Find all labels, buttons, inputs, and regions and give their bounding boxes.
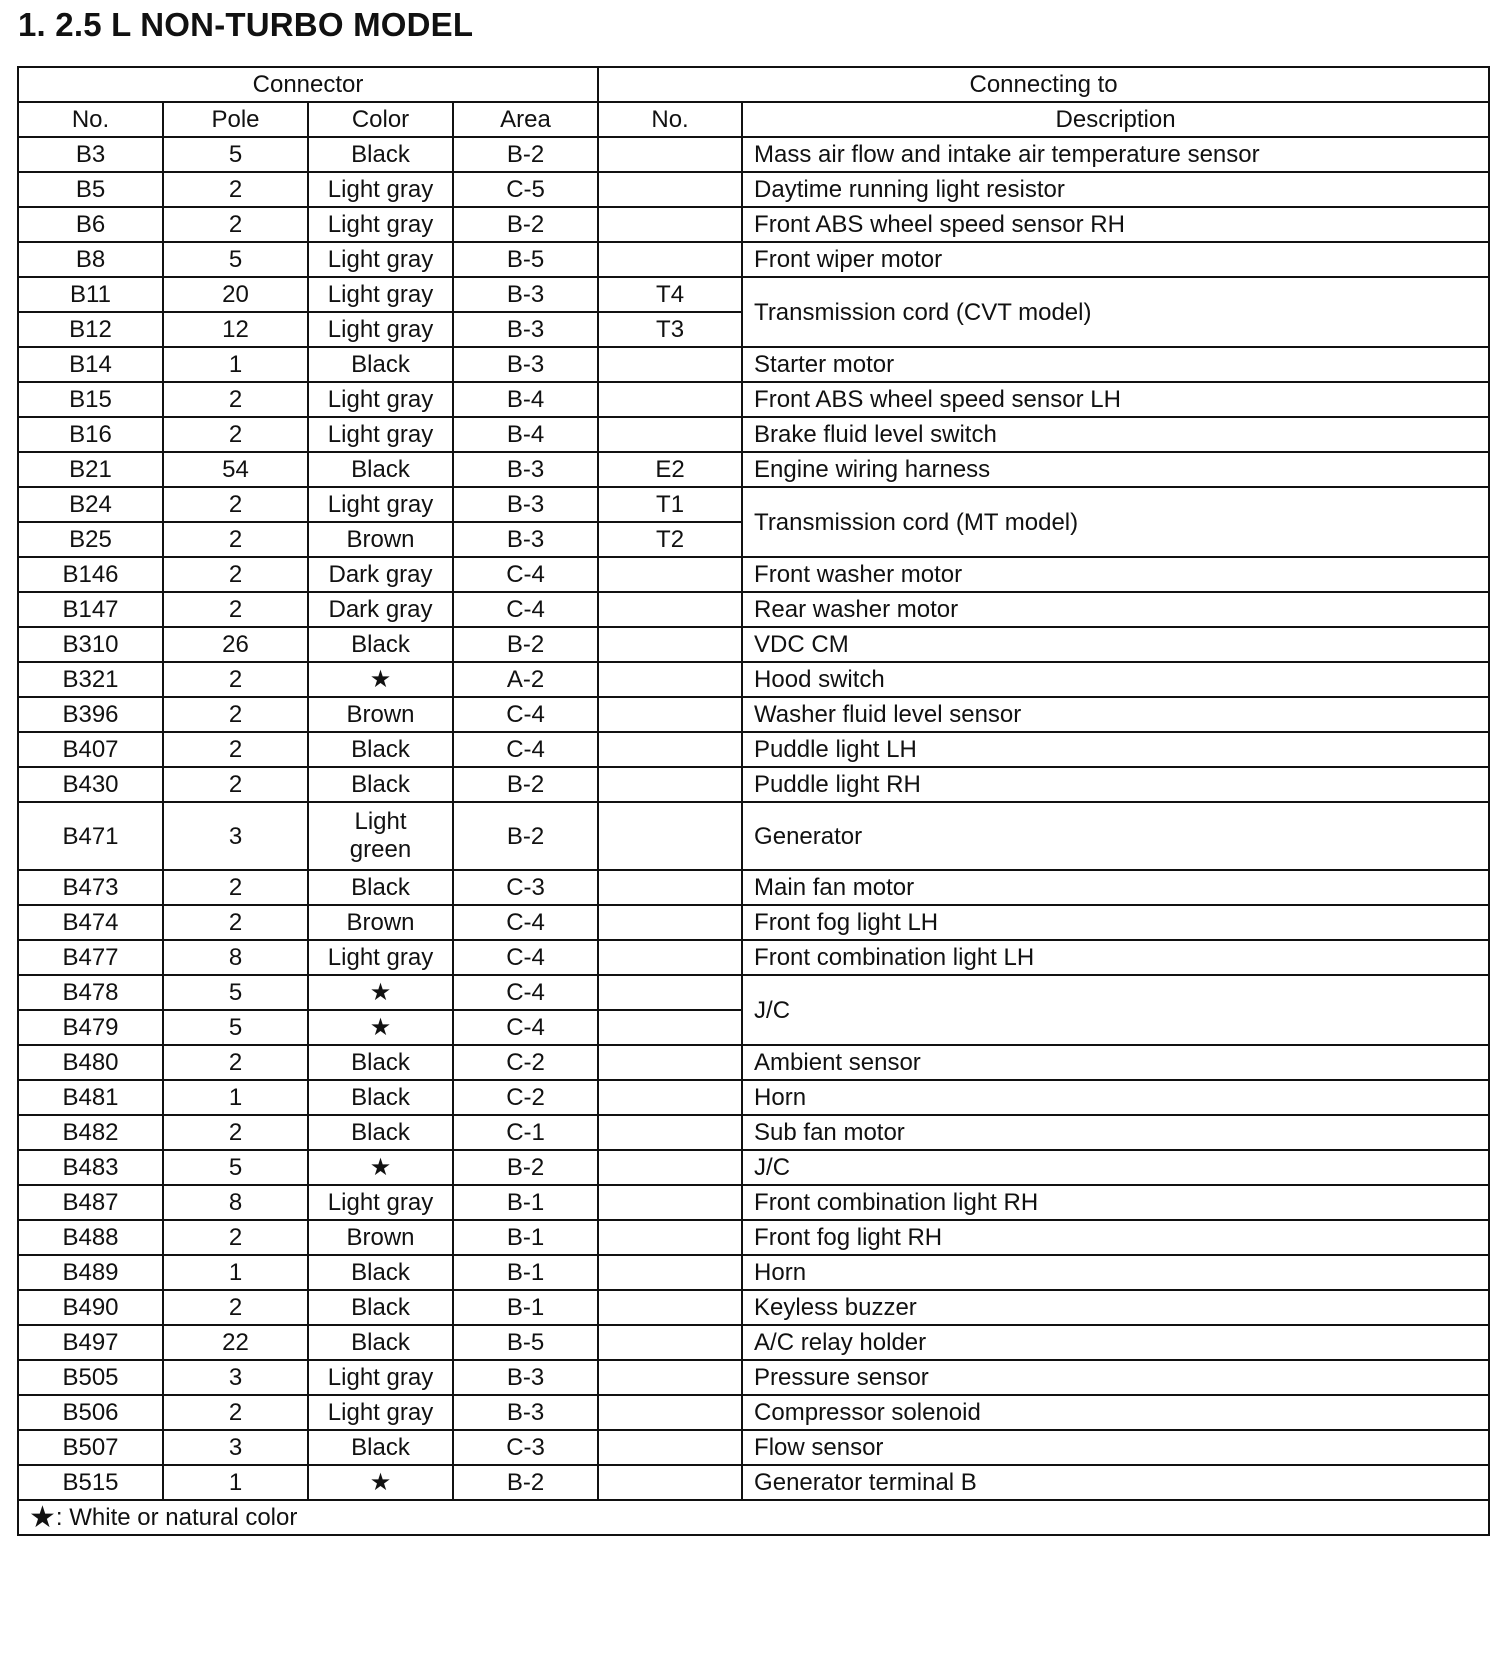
table-row <box>18 592 1489 627</box>
description-cell: Starter motor <box>742 347 1489 382</box>
description-cell: Ambient sensor <box>742 1045 1489 1080</box>
color-cell: Light gray <box>308 207 453 242</box>
pole-cell: 2 <box>163 592 308 627</box>
pole-cell: 26 <box>163 627 308 662</box>
pole-cell: 3 <box>163 1360 308 1395</box>
table-row <box>18 905 1489 940</box>
color-cell: Black <box>308 627 453 662</box>
table-body <box>18 137 1489 1500</box>
description-cell: Transmission cord (MT model) <box>742 487 1489 557</box>
color-cell: Light gray <box>308 1360 453 1395</box>
description-cell: Sub fan motor <box>742 1115 1489 1150</box>
footnote-text: : White or natural color <box>55 1504 298 1531</box>
connecting-no-cell <box>598 347 742 382</box>
connector-no-cell: B473 <box>18 870 163 905</box>
connecting-no-cell <box>598 975 742 1010</box>
color-cell: Black <box>308 452 453 487</box>
connector-no-cell: B11 <box>18 277 163 312</box>
connecting-no-cell <box>598 1290 742 1325</box>
description-cell: Front ABS wheel speed sensor LH <box>742 382 1489 417</box>
area-cell: C-5 <box>453 172 598 207</box>
connector-no-cell: B6 <box>18 207 163 242</box>
table-row <box>18 1045 1489 1080</box>
color-cell: Light green <box>308 802 453 870</box>
connecting-no-cell <box>598 1150 742 1185</box>
description-cell: Front fog light RH <box>742 1220 1489 1255</box>
footnote <box>18 1500 1489 1535</box>
table-row <box>18 382 1489 417</box>
description-cell: VDC CM <box>742 627 1489 662</box>
pole-cell: 12 <box>163 312 308 347</box>
connector-no-cell: B505 <box>18 1360 163 1395</box>
connecting-no-cell <box>598 1010 742 1045</box>
connecting-no-cell <box>598 1360 742 1395</box>
area-cell: C-4 <box>453 557 598 592</box>
connecting-no-cell <box>598 802 742 870</box>
pole-cell: 2 <box>163 522 308 557</box>
color-cell: Black <box>308 1290 453 1325</box>
connector-no-cell: B507 <box>18 1430 163 1465</box>
connector-no-cell: B506 <box>18 1395 163 1430</box>
color-cell: Black <box>308 1255 453 1290</box>
connecting-no-cell <box>598 1080 742 1115</box>
color-cell: Black <box>308 870 453 905</box>
group-header-connector: Connector <box>18 67 598 102</box>
connector-no-cell: B489 <box>18 1255 163 1290</box>
connecting-no-cell <box>598 557 742 592</box>
description-cell: Brake fluid level switch <box>742 417 1489 452</box>
color-cell: Black <box>308 137 453 172</box>
column-header-no: No. <box>18 102 163 137</box>
area-cell: B-3 <box>453 1395 598 1430</box>
table-row <box>18 417 1489 452</box>
connector-no-cell: B21 <box>18 452 163 487</box>
table-row <box>18 1465 1489 1500</box>
pole-cell: 8 <box>163 940 308 975</box>
connector-no-cell: B483 <box>18 1150 163 1185</box>
connector-no-cell: B310 <box>18 627 163 662</box>
connector-no-cell: B5 <box>18 172 163 207</box>
pole-cell: 2 <box>163 870 308 905</box>
star-icon: ★ <box>308 975 453 1010</box>
connector-no-cell: B488 <box>18 1220 163 1255</box>
column-header-color: Color <box>308 102 453 137</box>
connecting-no-cell: E2 <box>598 452 742 487</box>
table-row <box>18 347 1489 382</box>
star-icon: ★ <box>308 1010 453 1045</box>
table-row <box>18 1430 1489 1465</box>
description-cell: Main fan motor <box>742 870 1489 905</box>
connecting-no-cell: T4 <box>598 277 742 312</box>
connector-no-cell: B477 <box>18 940 163 975</box>
connecting-no-cell <box>598 1430 742 1465</box>
connector-no-cell: B14 <box>18 347 163 382</box>
area-cell: C-1 <box>453 1115 598 1150</box>
area-cell: C-4 <box>453 905 598 940</box>
area-cell: B-3 <box>453 452 598 487</box>
area-cell: B-1 <box>453 1290 598 1325</box>
description-cell: Puddle light RH <box>742 767 1489 802</box>
color-cell: Dark gray <box>308 557 453 592</box>
description-cell: Front combination light LH <box>742 940 1489 975</box>
pole-cell: 5 <box>163 137 308 172</box>
connector-no-cell: B480 <box>18 1045 163 1080</box>
area-cell: B-2 <box>453 1150 598 1185</box>
color-cell: Light gray <box>308 487 453 522</box>
description-cell: Horn <box>742 1255 1489 1290</box>
table-row <box>18 487 1489 522</box>
area-cell: C-4 <box>453 592 598 627</box>
connector-no-cell: B490 <box>18 1290 163 1325</box>
pole-cell: 2 <box>163 697 308 732</box>
description-cell: Keyless buzzer <box>742 1290 1489 1325</box>
table-row <box>18 1395 1489 1430</box>
area-cell: B-3 <box>453 312 598 347</box>
description-cell: Front wiper motor <box>742 242 1489 277</box>
table-row <box>18 732 1489 767</box>
area-cell: C-2 <box>453 1045 598 1080</box>
pole-cell: 2 <box>163 1220 308 1255</box>
connector-no-cell: B3 <box>18 137 163 172</box>
pole-cell: 8 <box>163 1185 308 1220</box>
description-cell: Generator <box>742 802 1489 870</box>
table-row <box>18 662 1489 697</box>
table-row <box>18 975 1489 1010</box>
pole-cell: 2 <box>163 417 308 452</box>
color-cell: Light gray <box>308 277 453 312</box>
area-cell: B-2 <box>453 767 598 802</box>
table-row <box>18 207 1489 242</box>
description-cell: Transmission cord (CVT model) <box>742 277 1489 347</box>
connector-no-cell: B474 <box>18 905 163 940</box>
table-row <box>18 1115 1489 1150</box>
color-cell: Black <box>308 767 453 802</box>
color-cell: Light gray <box>308 242 453 277</box>
connecting-no-cell <box>598 870 742 905</box>
connector-no-cell: B12 <box>18 312 163 347</box>
description-cell: Horn <box>742 1080 1489 1115</box>
page-title: 1. 2.5 L NON-TURBO MODEL <box>18 6 474 43</box>
color-cell: Light gray <box>308 417 453 452</box>
pole-cell: 2 <box>163 207 308 242</box>
connecting-no-cell <box>598 242 742 277</box>
color-cell: Light gray <box>308 1185 453 1220</box>
table-row <box>18 277 1489 312</box>
area-cell: C-2 <box>453 1080 598 1115</box>
table-row <box>18 1185 1489 1220</box>
connector-no-cell: B24 <box>18 487 163 522</box>
pole-cell: 2 <box>163 1395 308 1430</box>
connecting-no-cell <box>598 1395 742 1430</box>
pole-cell: 1 <box>163 1465 308 1500</box>
connecting-no-cell <box>598 940 742 975</box>
area-cell: B-4 <box>453 382 598 417</box>
description-cell: Flow sensor <box>742 1430 1489 1465</box>
star-icon: ★ <box>308 1465 453 1500</box>
pole-cell: 5 <box>163 242 308 277</box>
color-cell: Dark gray <box>308 592 453 627</box>
table-row <box>18 137 1489 172</box>
pole-cell: 2 <box>163 487 308 522</box>
connector-no-cell: B321 <box>18 662 163 697</box>
table-row <box>18 802 1489 870</box>
connector-no-cell: B147 <box>18 592 163 627</box>
color-cell: Brown <box>308 1220 453 1255</box>
connector-no-cell: B8 <box>18 242 163 277</box>
connecting-no-cell <box>598 1185 742 1220</box>
connector-no-cell: B146 <box>18 557 163 592</box>
pole-cell: 3 <box>163 1430 308 1465</box>
connecting-no-cell <box>598 1325 742 1360</box>
area-cell: B-2 <box>453 802 598 870</box>
connector-no-cell: B479 <box>18 1010 163 1045</box>
area-cell: B-2 <box>453 627 598 662</box>
connecting-no-cell <box>598 732 742 767</box>
connecting-no-cell <box>598 1220 742 1255</box>
pole-cell: 3 <box>163 802 308 870</box>
color-cell: Black <box>308 347 453 382</box>
table-row <box>18 1150 1489 1185</box>
connecting-no-cell <box>598 382 742 417</box>
pole-cell: 2 <box>163 1045 308 1080</box>
description-cell: Mass air flow and intake air temperature sensor <box>742 137 1489 172</box>
area-cell: B-2 <box>453 137 598 172</box>
connecting-no-cell: T1 <box>598 487 742 522</box>
connecting-no-cell <box>598 207 742 242</box>
table-row <box>18 172 1489 207</box>
connecting-no-cell: T3 <box>598 312 742 347</box>
table-row <box>18 1220 1489 1255</box>
pole-cell: 1 <box>163 1255 308 1290</box>
area-cell: B-3 <box>453 347 598 382</box>
connecting-no-cell <box>598 1465 742 1500</box>
color-cell: Black <box>308 1115 453 1150</box>
pole-cell: 1 <box>163 1080 308 1115</box>
connecting-no-cell <box>598 172 742 207</box>
table-row <box>18 452 1489 487</box>
group-header-connecting-to: Connecting to <box>598 67 1489 102</box>
pole-cell: 22 <box>163 1325 308 1360</box>
connector-no-cell: B15 <box>18 382 163 417</box>
description-cell: J/C <box>742 1150 1489 1185</box>
description-cell: Engine wiring harness <box>742 452 1489 487</box>
area-cell: B-1 <box>453 1185 598 1220</box>
table-row <box>18 1360 1489 1395</box>
connector-table <box>17 66 1490 1536</box>
pole-cell: 5 <box>163 975 308 1010</box>
color-cell: Black <box>308 1325 453 1360</box>
connecting-no-cell <box>598 767 742 802</box>
description-cell: Front combination light RH <box>742 1185 1489 1220</box>
connector-no-cell: B16 <box>18 417 163 452</box>
table-row <box>18 627 1489 662</box>
description-cell: Front washer motor <box>742 557 1489 592</box>
connecting-no-cell <box>598 1115 742 1150</box>
description-cell: Daytime running light resistor <box>742 172 1489 207</box>
color-cell: Black <box>308 732 453 767</box>
area-cell: C-4 <box>453 697 598 732</box>
description-cell: Puddle light LH <box>742 732 1489 767</box>
color-cell: Light gray <box>308 172 453 207</box>
area-cell: B-2 <box>453 1465 598 1500</box>
color-cell: Black <box>308 1430 453 1465</box>
connector-no-cell: B430 <box>18 767 163 802</box>
color-cell: Black <box>308 1080 453 1115</box>
area-cell: B-4 <box>453 417 598 452</box>
area-cell: C-3 <box>453 870 598 905</box>
table-row <box>18 242 1489 277</box>
area-cell: B-3 <box>453 1360 598 1395</box>
table-row <box>18 1080 1489 1115</box>
star-icon: ★ <box>308 1150 453 1185</box>
area-cell: B-5 <box>453 1325 598 1360</box>
description-cell: Rear washer motor <box>742 592 1489 627</box>
area-cell: C-4 <box>453 732 598 767</box>
star-icon: ★ <box>308 662 453 697</box>
connecting-no-cell <box>598 1255 742 1290</box>
pole-cell: 20 <box>163 277 308 312</box>
table-row <box>18 697 1489 732</box>
connector-no-cell: B487 <box>18 1185 163 1220</box>
pole-cell: 2 <box>163 905 308 940</box>
area-cell: C-4 <box>453 940 598 975</box>
description-cell: J/C <box>742 975 1489 1045</box>
pole-cell: 54 <box>163 452 308 487</box>
column-header-connecting-no: No. <box>598 102 742 137</box>
pole-cell: 5 <box>163 1150 308 1185</box>
description-cell: Hood switch <box>742 662 1489 697</box>
color-cell: Black <box>308 1045 453 1080</box>
pole-cell: 1 <box>163 347 308 382</box>
table-row <box>18 1290 1489 1325</box>
connector-no-cell: B471 <box>18 802 163 870</box>
area-cell: B-1 <box>453 1255 598 1290</box>
table-row <box>18 557 1489 592</box>
area-cell: B-3 <box>453 522 598 557</box>
connector-no-cell: B25 <box>18 522 163 557</box>
column-header-description: Description <box>742 102 1489 137</box>
color-cell: Brown <box>308 905 453 940</box>
connector-no-cell: B515 <box>18 1465 163 1500</box>
table-row <box>18 1255 1489 1290</box>
connector-no-cell: B482 <box>18 1115 163 1150</box>
connecting-no-cell <box>598 137 742 172</box>
description-cell: Washer fluid level sensor <box>742 697 1489 732</box>
area-cell: C-4 <box>453 1010 598 1045</box>
pole-cell: 2 <box>163 1290 308 1325</box>
area-cell: A-2 <box>453 662 598 697</box>
pole-cell: 2 <box>163 557 308 592</box>
description-cell: Front fog light LH <box>742 905 1489 940</box>
description-cell: Generator terminal B <box>742 1465 1489 1500</box>
connecting-no-cell: T2 <box>598 522 742 557</box>
connecting-no-cell <box>598 592 742 627</box>
color-cell: Brown <box>308 522 453 557</box>
area-cell: B-2 <box>453 207 598 242</box>
area-cell: B-3 <box>453 487 598 522</box>
pole-cell: 2 <box>163 172 308 207</box>
pole-cell: 5 <box>163 1010 308 1045</box>
color-cell: Light gray <box>308 1395 453 1430</box>
connector-no-cell: B497 <box>18 1325 163 1360</box>
pole-cell: 2 <box>163 662 308 697</box>
area-cell: C-4 <box>453 975 598 1010</box>
table-row <box>18 870 1489 905</box>
column-header-area: Area <box>453 102 598 137</box>
connecting-no-cell <box>598 662 742 697</box>
connecting-no-cell <box>598 627 742 662</box>
connector-no-cell: B478 <box>18 975 163 1010</box>
table-row <box>18 1325 1489 1360</box>
area-cell: C-3 <box>453 1430 598 1465</box>
connector-no-cell: B407 <box>18 732 163 767</box>
description-cell: Compressor solenoid <box>742 1395 1489 1430</box>
column-header-pole: Pole <box>163 102 308 137</box>
description-cell: Pressure sensor <box>742 1360 1489 1395</box>
connecting-no-cell <box>598 697 742 732</box>
table-row <box>18 767 1489 802</box>
area-cell: B-3 <box>453 277 598 312</box>
description-cell: A/C relay holder <box>742 1325 1489 1360</box>
connecting-no-cell <box>598 417 742 452</box>
pole-cell: 2 <box>163 767 308 802</box>
pole-cell: 2 <box>163 1115 308 1150</box>
color-cell: Brown <box>308 697 453 732</box>
star-icon: ★ <box>29 1501 56 1534</box>
color-cell: Light gray <box>308 382 453 417</box>
pole-cell: 2 <box>163 382 308 417</box>
table-row <box>18 940 1489 975</box>
pole-cell: 2 <box>163 732 308 767</box>
connecting-no-cell <box>598 1045 742 1080</box>
area-cell: B-5 <box>453 242 598 277</box>
color-cell: Light gray <box>308 940 453 975</box>
color-cell: Light gray <box>308 312 453 347</box>
description-cell: Front ABS wheel speed sensor RH <box>742 207 1489 242</box>
connector-no-cell: B481 <box>18 1080 163 1115</box>
area-cell: B-1 <box>453 1220 598 1255</box>
connector-no-cell: B396 <box>18 697 163 732</box>
connecting-no-cell <box>598 905 742 940</box>
